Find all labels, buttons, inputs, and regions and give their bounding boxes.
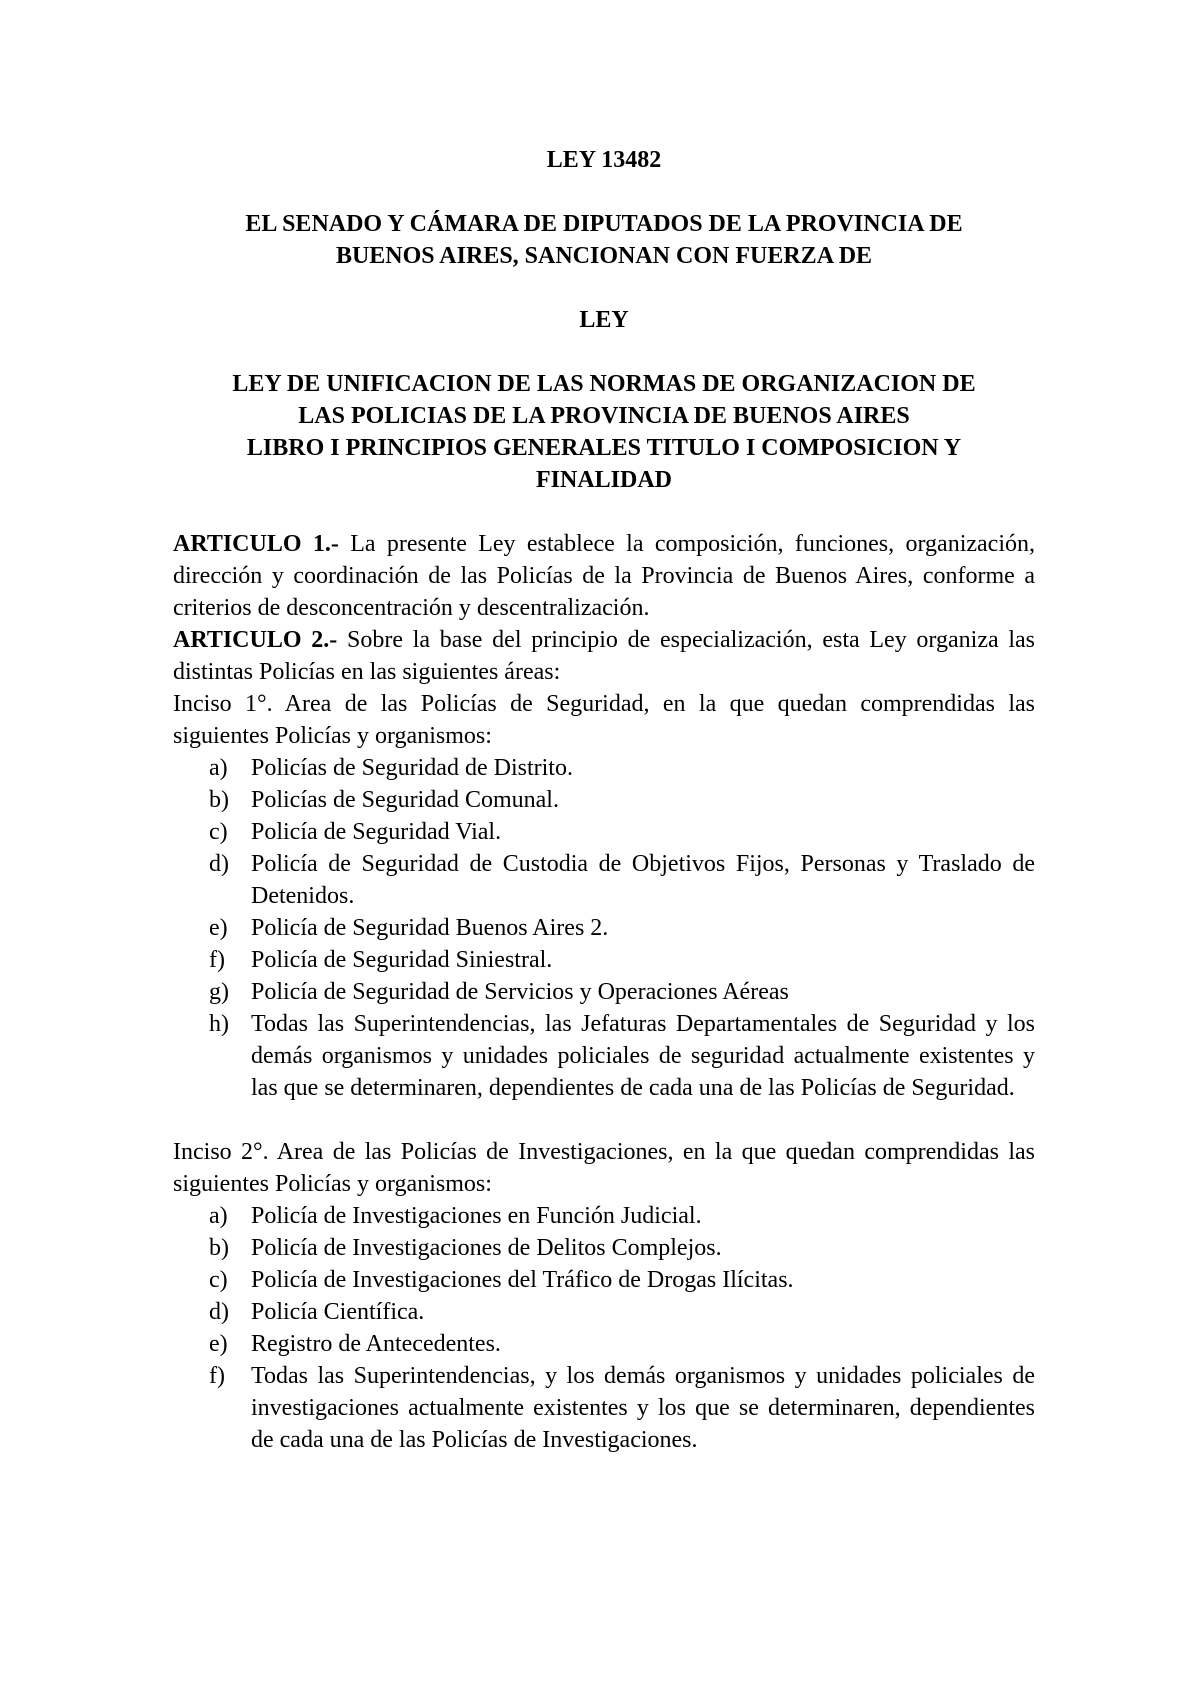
law-number: LEY 13482: [546, 147, 662, 173]
list-item: a) Policía de Investigaciones en Función Judicial.: [209, 1203, 702, 1229]
article-2-text: Sobre la base del principio de especialización, esta Ley organiza las distintas Policías en las siguientes áreas:: [173, 627, 1036, 685]
list-item: h) Todas las Superintendencias, las Jefaturas Departamentales de Seguridad y los demás organismos y unidades policiales de seguridad actualmente existentes y las que se determinaren, dependientes de cada una de las Policías de Seguridad.: [209, 1011, 1035, 1101]
law-title-line-4: FINALIDAD: [535, 467, 672, 493]
law-title-line-1: LEY DE UNIFICACION DE LAS NORMAS DE ORGANIZACION DE: [232, 371, 976, 397]
law-title-line-2: LAS POLICIAS DE LA PROVINCIA DE BUENOS AIRES: [298, 403, 910, 429]
list-item: d) Policía Científica.: [209, 1299, 425, 1325]
inciso-2-list: [173, 1200, 1035, 1456]
list-item: f) Policía de Seguridad Siniestral.: [209, 947, 553, 973]
article-1-text: La presente Ley establece la composición, funciones, organización, dirección y coordinación de las Policías de la Provincia de Buenos Aires, conforme a criterios de desconcentración y descentralización.: [173, 531, 1036, 621]
document-page: [173, 144, 1035, 1456]
list-item: d) Policía de Seguridad de Custodia de Objetivos Fijos, Personas y Traslado de Detenidos.: [209, 851, 1035, 909]
list-item: e) Policía de Seguridad Buenos Aires 2.: [209, 915, 609, 941]
inciso-1-text: Inciso 1°. Area de las Policías de Seguridad, en la que quedan comprendidas las siguientes Policías y organismos:: [173, 691, 1035, 749]
list-item: a) Policías de Seguridad de Distrito.: [209, 755, 573, 781]
inciso-2-text: Inciso 2°. Area de las Policías de Investigaciones, en la que quedan comprendidas las siguientes Policías y organismos:: [173, 1139, 1035, 1197]
article-2-label: ARTICULO 2.-: [173, 627, 338, 653]
preamble-line-1: EL SENADO Y CÁMARA DE DIPUTADOS DE LA PROVINCIA DE: [245, 211, 963, 237]
list-item: c) Policía de Investigaciones del Tráfico de Drogas Ilícitas.: [209, 1267, 794, 1293]
list-item: e) Registro de Antecedentes.: [209, 1331, 501, 1357]
list-item: b) Policía de Investigaciones de Delitos Complejos.: [209, 1235, 722, 1261]
inciso-1-list: [173, 752, 1035, 1104]
list-item: b) Policías de Seguridad Comunal.: [209, 787, 559, 813]
list-item: g) Policía de Seguridad de Servicios y Operaciones Aéreas: [209, 979, 789, 1005]
preamble-line-2: BUENOS AIRES, SANCIONAN CON FUERZA DE: [335, 243, 873, 269]
list-item: f) Todas las Superintendencias, y los demás organismos y unidades policiales de investigaciones actualmente existentes y los que se determinaren, dependientes de cada una de las Policías de Investigaciones.: [209, 1363, 1035, 1453]
ley-heading: LEY: [579, 307, 629, 333]
article-2: [173, 624, 1035, 688]
paragraph-spacer: [173, 1104, 1035, 1136]
law-title-line-3: LIBRO I PRINCIPIOS GENERALES TITULO I COMPOSICION Y: [246, 435, 962, 461]
article-1-label: ARTICULO 1.-: [173, 531, 339, 557]
list-item: c) Policía de Seguridad Vial.: [209, 819, 502, 845]
article-1: [173, 528, 1035, 624]
